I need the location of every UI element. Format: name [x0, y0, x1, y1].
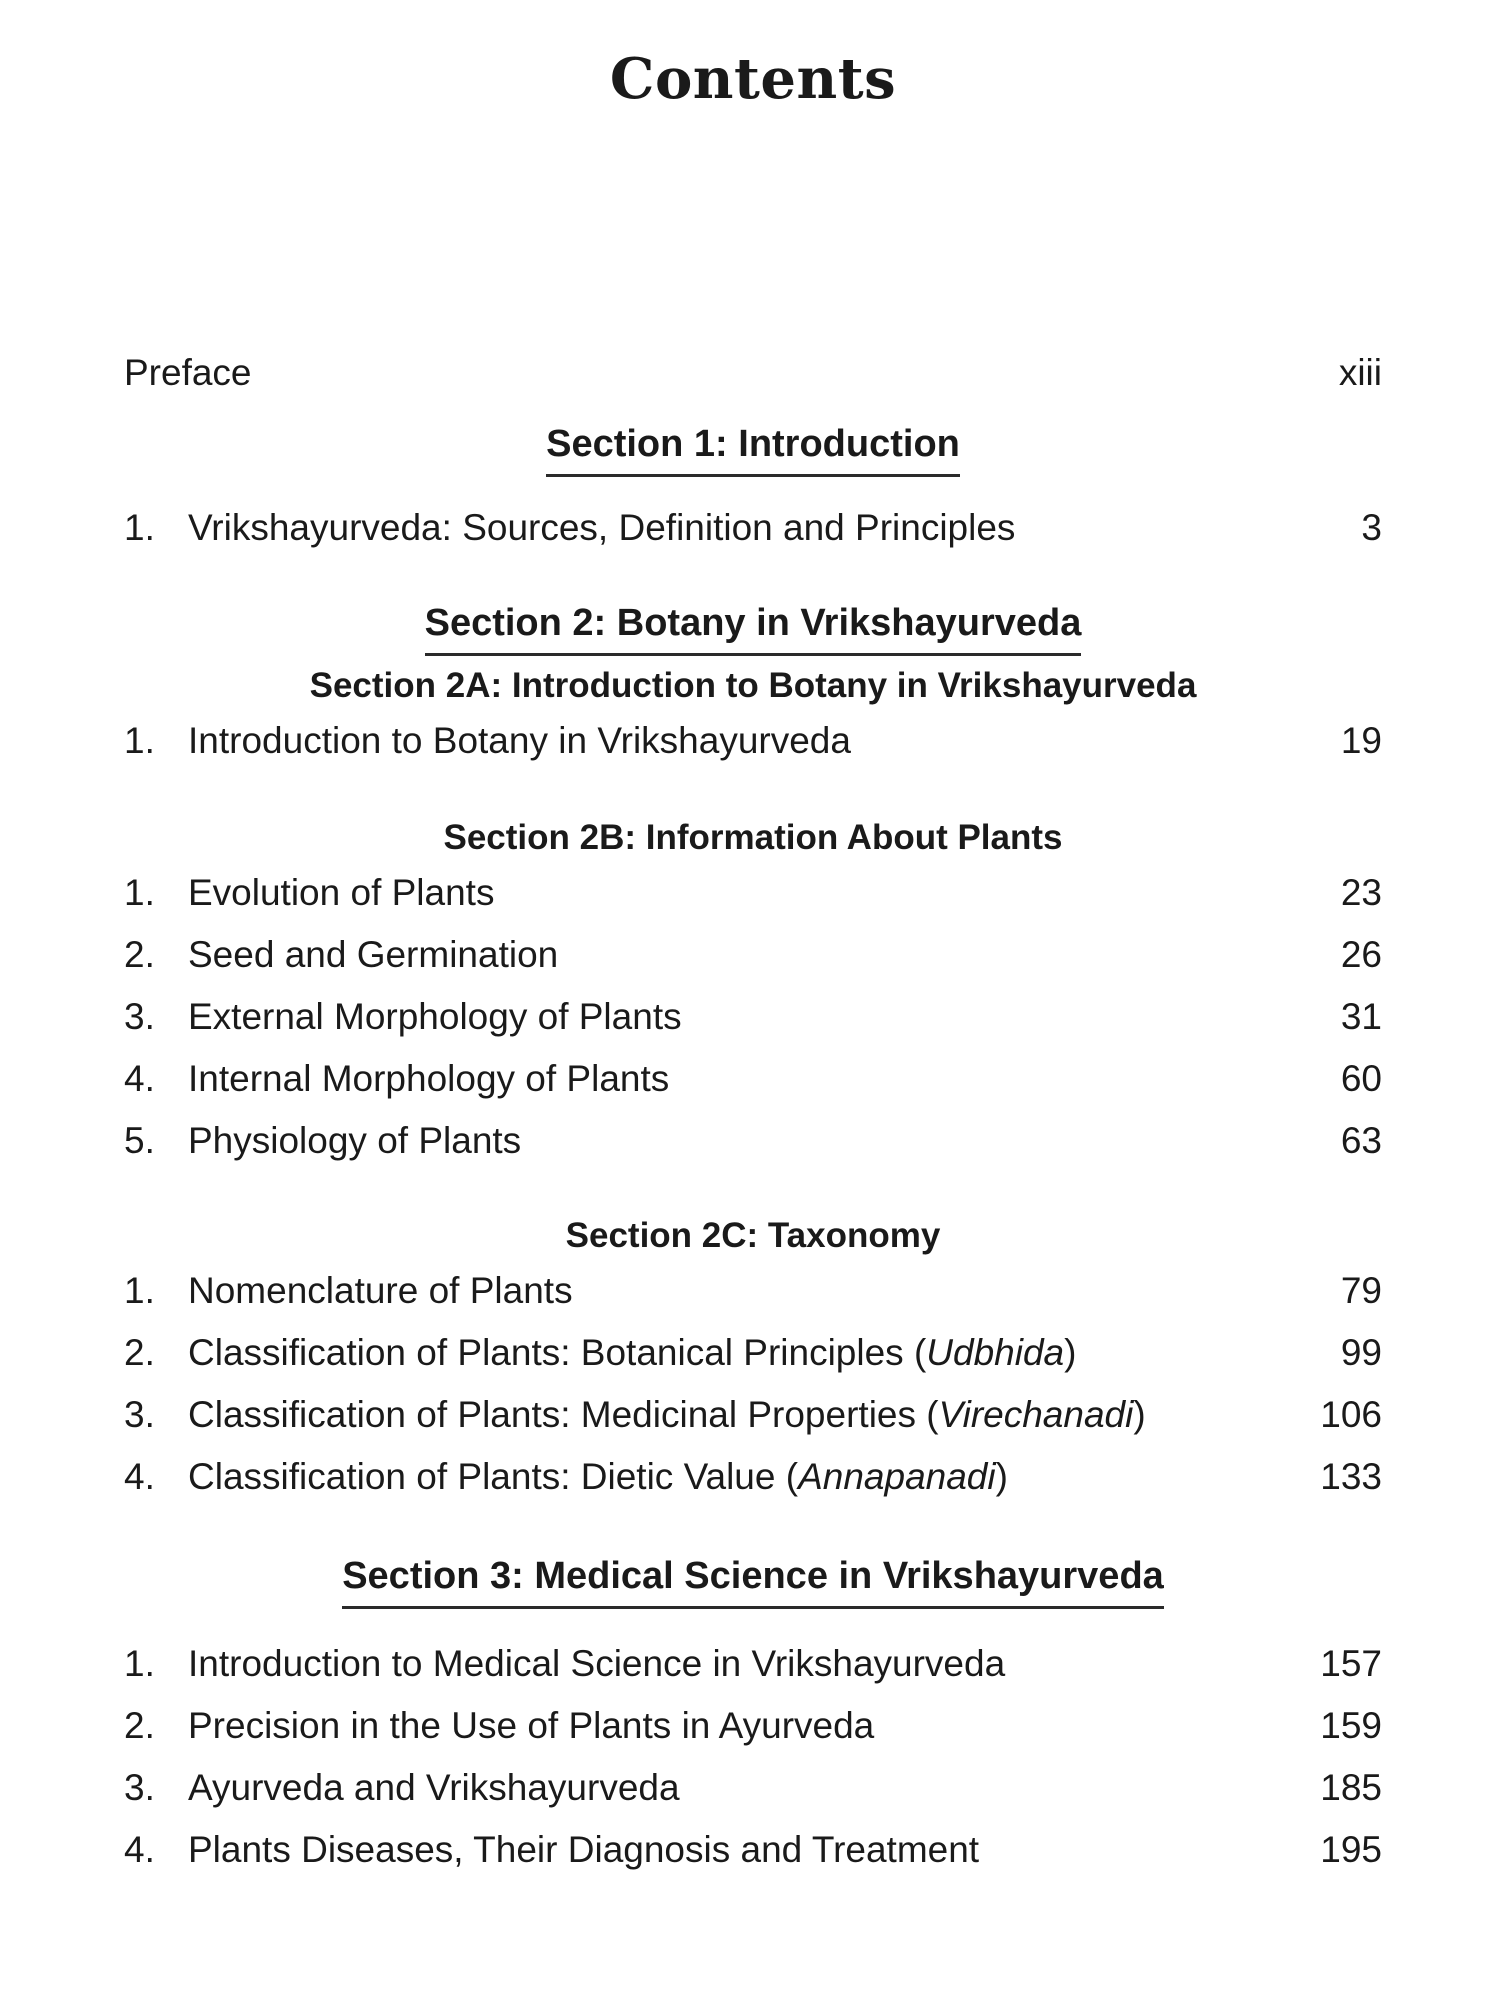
- toc-entry-page: xiii: [1338, 352, 1382, 393]
- toc-entry[interactable]: 4. Classification of Plants: Dietic Value (Annapanadi) 133: [124, 1456, 1382, 1497]
- toc-entry[interactable]: 2. Classification of Plants: Botanical Principles (Udbhida) 99: [124, 1332, 1382, 1373]
- section-1-heading: Section 1: Introduction: [124, 420, 1382, 477]
- section-2b-list: [124, 862, 1382, 1172]
- toc-entry[interactable]: 2. Seed and Germination 26: [124, 934, 1382, 975]
- toc-entry[interactable]: 1. Introduction to Botany in Vrikshayurveda 19: [124, 720, 1382, 761]
- toc-entry[interactable]: 2. Precision in the Use of Plants in Ayurveda 159: [124, 1705, 1382, 1746]
- toc-entry[interactable]: 1. Introduction to Medical Science in Vrikshayurveda 157: [124, 1643, 1382, 1684]
- section-2-heading: Section 2: Botany in Vrikshayurveda: [124, 599, 1382, 656]
- toc-entry-preface[interactable]: [124, 342, 1382, 404]
- toc-entry[interactable]: 5. Physiology of Plants 63: [124, 1120, 1382, 1161]
- page-title: Contents: [609, 46, 897, 112]
- section-2b-heading: Section 2B: Information About Plants: [443, 818, 1063, 857]
- toc-entry[interactable]: 4. Plants Diseases, Their Diagnosis and Treatment 195: [124, 1829, 1382, 1870]
- toc-entry[interactable]: 3. Classification of Plants: Medicinal Properties (Virechanadi) 106: [124, 1394, 1382, 1435]
- toc-entry[interactable]: 3. Ayurveda and Vrikshayurveda 185: [124, 1767, 1382, 1808]
- section-1-list: [124, 497, 1382, 559]
- section-2c-heading: Section 2C: Taxonomy: [565, 1216, 941, 1255]
- section-2a-heading: Section 2A: Introduction to Botany in Vrikshayurveda: [309, 666, 1197, 705]
- toc-entry[interactable]: 1. Vrikshayurveda: Sources, Definition and Principles 3: [124, 507, 1382, 548]
- toc-entry[interactable]: 1. Evolution of Plants 23: [124, 872, 1382, 913]
- toc-entry[interactable]: 4. Internal Morphology of Plants 60: [124, 1058, 1382, 1099]
- toc-entry[interactable]: 1. Nomenclature of Plants 79: [124, 1270, 1382, 1311]
- section-3-heading: Section 3: Medical Science in Vrikshayurveda: [124, 1552, 1382, 1609]
- toc-entry[interactable]: 3. External Morphology of Plants 31: [124, 996, 1382, 1037]
- section-2c-list: [124, 1260, 1382, 1508]
- toc-entry-title: Preface: [124, 352, 252, 393]
- section-2a-list: [124, 710, 1382, 772]
- section-3-list: [124, 1633, 1382, 1881]
